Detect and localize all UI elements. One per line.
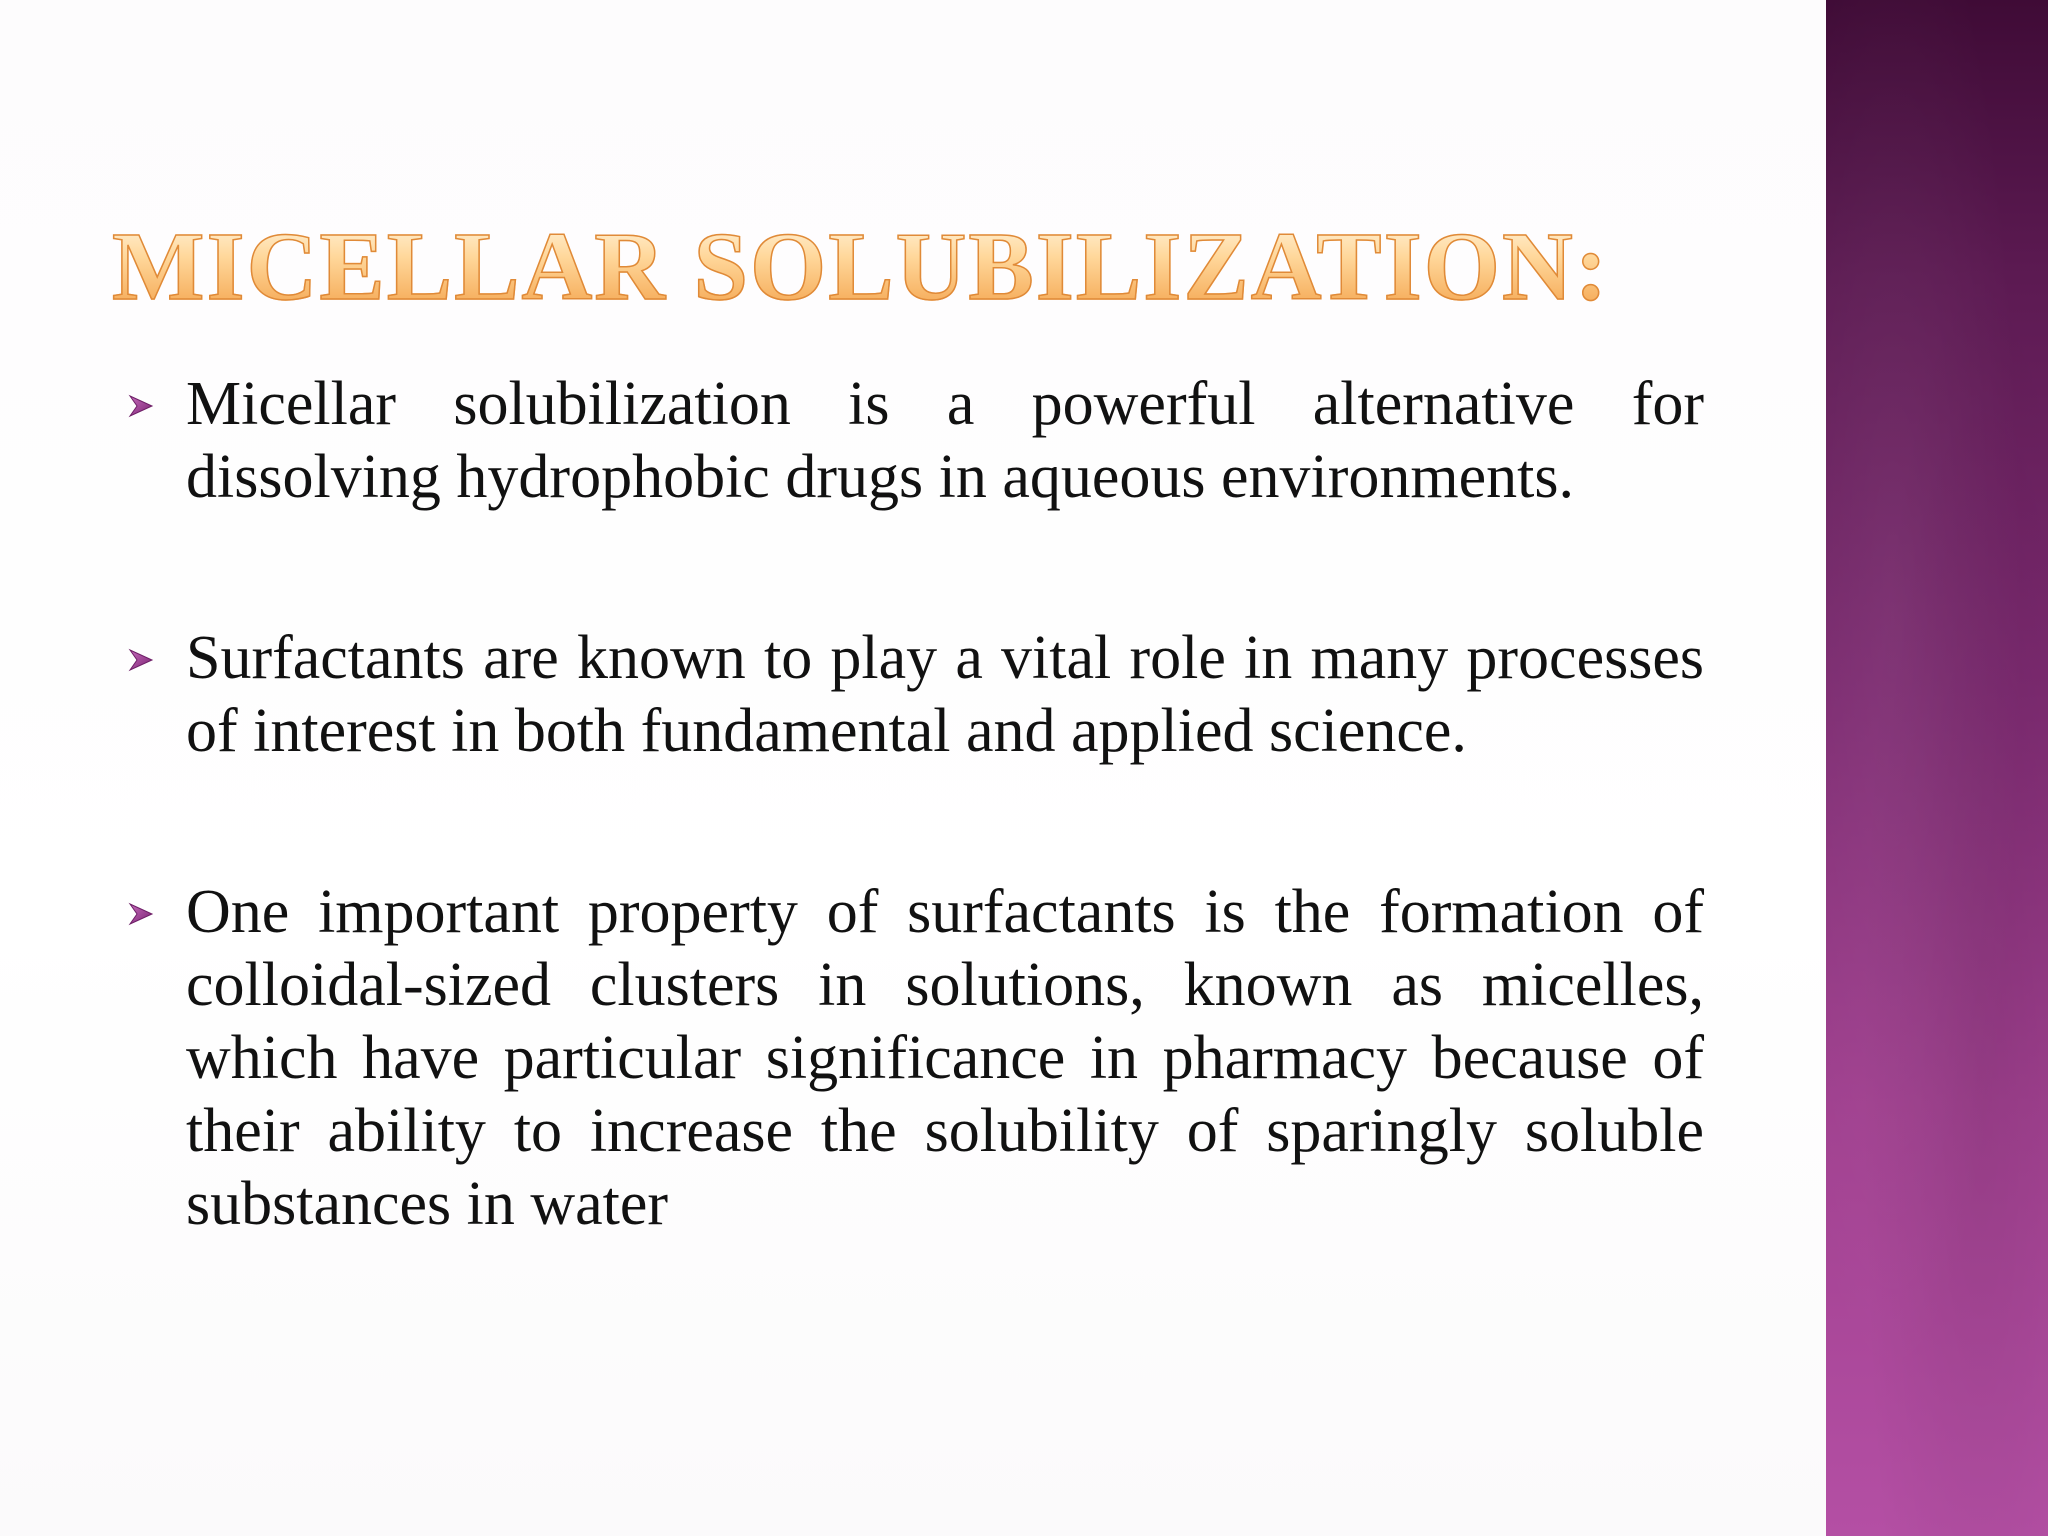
slide-title: MICELLAR SOLUBILIZATION: (112, 213, 1610, 321)
decorative-side-band (1826, 0, 2048, 1536)
bullet-item (120, 876, 1704, 1241)
bullet-text: Micellar solubilization is a powerful alternative for dissolving hydrophobic drugs in aqueous environments. (186, 370, 1704, 511)
bullet-text: Surfactants are known to play a vital role in many processes of interest in both fundamental and applied science. (186, 624, 1704, 765)
bullet-item (120, 368, 1704, 514)
arrow-bullet-icon (128, 648, 154, 672)
arrow-bullet-icon (128, 902, 154, 926)
bullet-text: One important property of surfactants is the formation of colloidal-sized clusters in solutions, known as micelles, which have particular significance in pharmacy because of their ability to increase the solubility of sparingly soluble substances in water (186, 878, 1704, 1238)
bullet-list (120, 368, 1704, 1241)
side-band-texture (1826, 0, 2048, 1536)
bullet-item (120, 622, 1704, 768)
arrow-bullet-icon (128, 394, 154, 418)
